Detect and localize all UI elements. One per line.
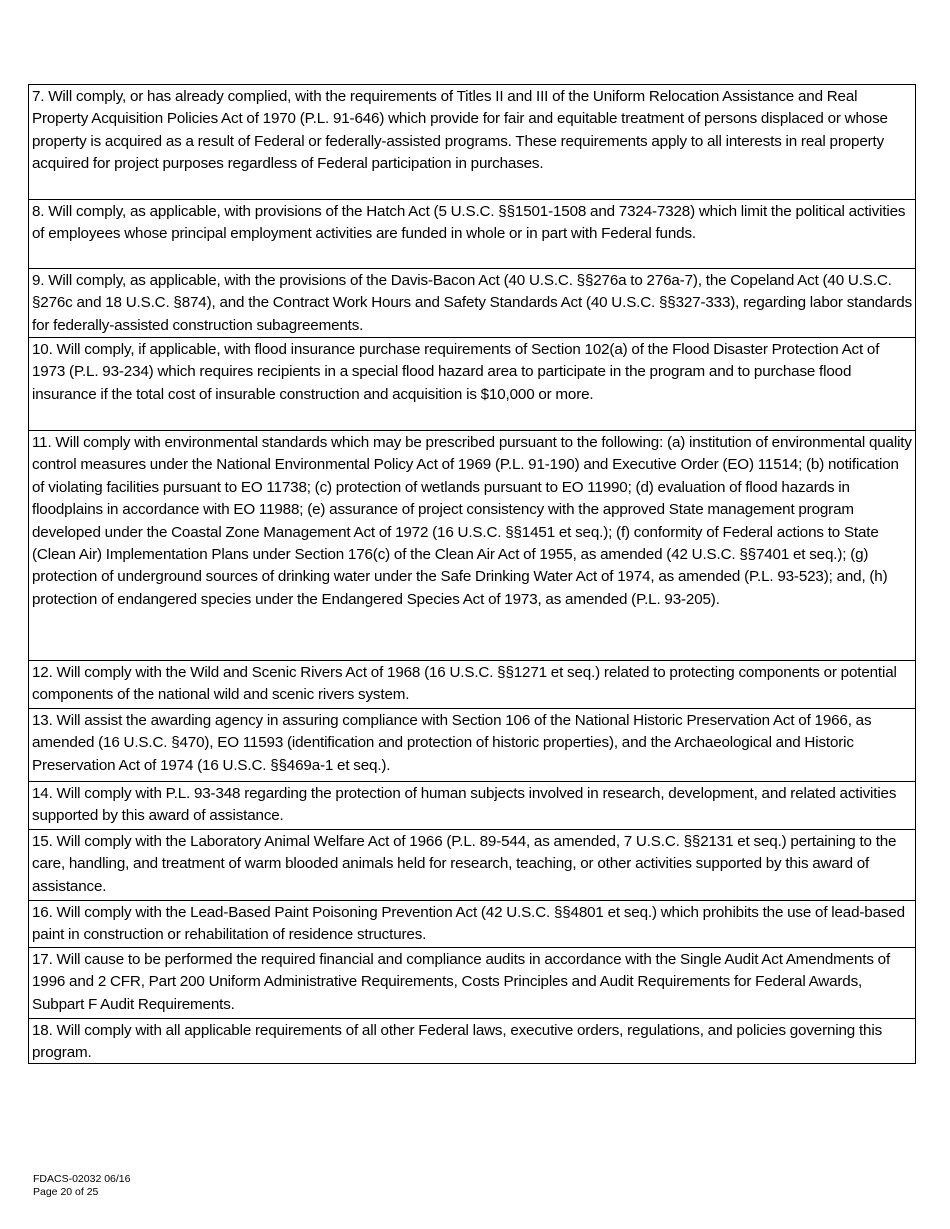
assurance-item-11 bbox=[29, 430, 915, 660]
assurance-item-14 bbox=[29, 781, 915, 829]
assurance-item-9 bbox=[29, 268, 915, 337]
assurance-item-17 bbox=[29, 947, 915, 1018]
form-id: FDACS-02032 06/16 bbox=[33, 1173, 131, 1185]
assurance-text: 18. Will comply with all applicable requirements of all other Federal laws, executive orders, regulations, and policies governing this program. bbox=[32, 1022, 883, 1062]
assurance-item-18 bbox=[29, 1018, 915, 1063]
assurance-item-12 bbox=[29, 660, 915, 708]
assurance-text: 9. Will comply, as applicable, with the provisions of the Davis-Bacon Act (40 U.S.C. §§276a to 276a-7), the Copeland Act (40 U.S.C. §276c and 18 U.S.C. §874), and the Contract Work Hours and Safety Standards Act (40 U.S.C. §§327-333), regarding labor standards for federally-assisted construction subagreements. bbox=[32, 272, 913, 334]
assurance-item-10 bbox=[29, 337, 915, 430]
assurance-item-7 bbox=[29, 85, 915, 199]
assurance-item-8 bbox=[29, 199, 915, 268]
assurance-text: 7. Will comply, or has already complied, with the requirements of Titles II and III of the Uniform Relocation Assistance and Real Property Acquisition Policies Act of 1970 (P.L. 91-646) which provide for fair and equitable treatment of persons displaced or whose property is acquired as a result of Federal or federally-assisted programs. These requirements apply to all interests in real property acquired for project purposes regardless of Federal participation in purchases. bbox=[32, 88, 888, 173]
page-number: Page 20 of 25 bbox=[33, 1186, 99, 1198]
assurance-item-15 bbox=[29, 829, 915, 900]
assurance-text: 14. Will comply with P.L. 93-348 regarding the protection of human subjects involved in research, development, and related activities supported by this award of assistance. bbox=[32, 785, 897, 825]
assurance-item-13 bbox=[29, 708, 915, 781]
assurance-text: 11. Will comply with environmental standards which may be prescribed pursuant to the following: (a) institution of environmental quality control measures under the National Environmental Policy Act of 1969 (P.L. 91-190) and Executive Order (EO) 11514; (b) notification of violating facilities pursuant to EO 11738; (c) protection of wetlands pursuant to EO 11990; (d) evaluation of flood hazards in floodplains in accordance with EO 11988; (e) assurance of project consistency with the approved State management program developed under the Coastal Zone Management Act of 1972 (16 U.S.C. §§1451 et seq.); (f) conformity of Federal actions to State (Clean Air) Implementation Plans under Section 176(c) of the Clean Air Act of 1955, as amended (42 U.S.C. §§7401 et seq.); (g) protection of underground sources of drinking water under the Safe Drinking Water Act of 1974, as amended (P.L. 93-523); and, (h) protection of endangered species under the Endangered Species Act of 1973, as amended (P.L. 93-205). bbox=[32, 434, 912, 608]
assurances-table bbox=[28, 84, 916, 1064]
assurance-text: 12. Will comply with the Wild and Scenic Rivers Act of 1968 (16 U.S.C. §§1271 et seq.) related to protecting components or potential components of the national wild and scenic rivers system. bbox=[32, 664, 897, 704]
assurance-item-16 bbox=[29, 900, 915, 947]
assurance-text: 8. Will comply, as applicable, with provisions of the Hatch Act (5 U.S.C. §§1501-1508 and 7324-7328) which limit the political activities of employees whose principal employment activities are funded in whole or in part with Federal funds. bbox=[32, 203, 906, 243]
assurance-text: 10. Will comply, if applicable, with flood insurance purchase requirements of Section 102(a) of the Flood Disaster Protection Act of 1973 (P.L. 93-234) which requires recipients in a special flood hazard area to participate in the program and to purchase flood insurance if the total cost of insurable construction and acquisition is $10,000 or more. bbox=[32, 341, 880, 403]
assurance-text: 13. Will assist the awarding agency in assuring compliance with Section 106 of the National Historic Preservation Act of 1966, as amended (16 U.S.C. §470), EO 11593 (identification and protection of historic properties), and the Archaeological and Historic Preservation Act of 1974 (16 U.S.C. §§469a-1 et seq.). bbox=[32, 712, 872, 774]
assurance-text: 17. Will cause to be performed the required financial and compliance audits in accordance with the Single Audit Act Amendments of 1996 and 2 CFR, Part 200 Uniform Administrative Requirements, Costs Principles and Audit Requirements for Federal Awards, Subpart F Audit Requirements. bbox=[32, 951, 891, 1013]
page-footer bbox=[33, 1173, 130, 1199]
assurance-text: 16. Will comply with the Lead-Based Paint Poisoning Prevention Act (42 U.S.C. §§4801 et seq.) which prohibits the use of lead-based paint in construction or rehabilitation of residence structures. bbox=[32, 904, 905, 944]
assurance-text: 15. Will comply with the Laboratory Animal Welfare Act of 1966 (P.L. 89-544, as amended, 7 U.S.C. §§2131 et seq.) pertaining to the care, handling, and treatment of warm blooded animals held for research, teaching, or other activities supported by this award of assistance. bbox=[32, 833, 897, 895]
